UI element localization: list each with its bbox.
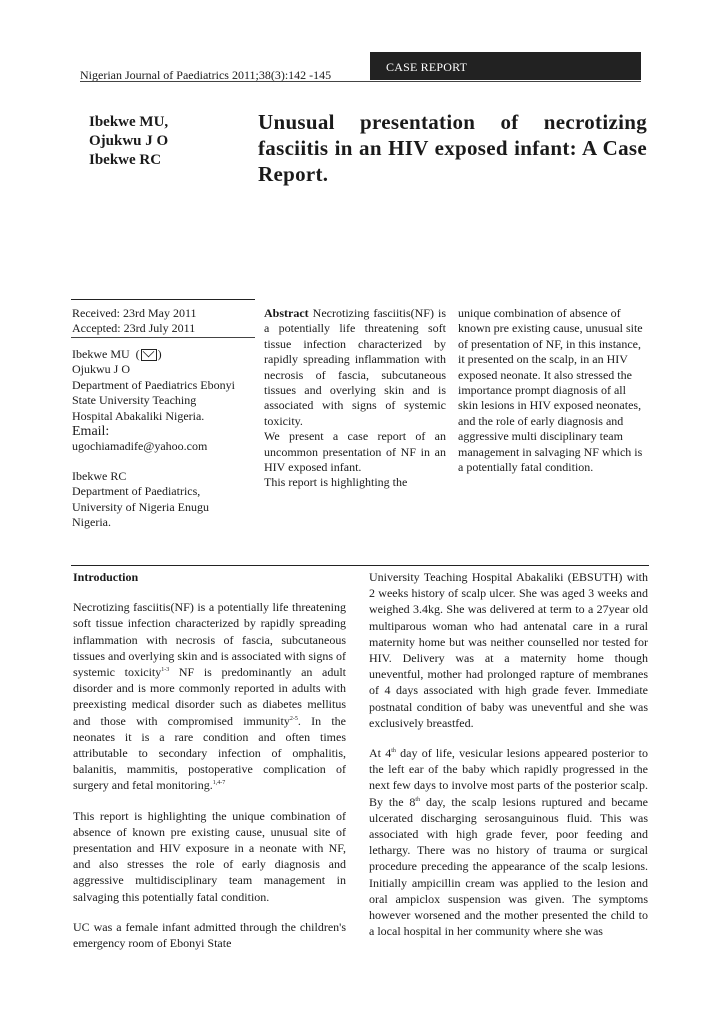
corresponding-author	[72, 347, 256, 362]
author-2: Ojukwu J O	[89, 133, 169, 149]
body-paragraph-5	[369, 745, 648, 939]
received-date: Received: 23rd May 2011	[72, 306, 197, 320]
p1-ref-2: 2-5	[289, 715, 298, 722]
p5-text-b: day of life, vesicular lesions appeared posterior to the left ear of the baby which rapidly progressed in the next few days to involve most parts of the posterior scalp. By the 8	[369, 746, 649, 809]
dept1-line2: State University Teaching	[72, 393, 197, 408]
email-label: Email:	[72, 424, 110, 440]
p1-text-b: NF is predominantly an adult disorder and is more commonly reported in adults with preexisting medical disorder such as diabetes mellitus and those with compromised immunity	[73, 665, 347, 728]
body-paragraph-2: This report is highlighting the unique combination of absence of known pre existing cause, unusual site of presentation and HIV exposure in a neonate with NF, and also stresses the role of early diagnosis and aggressive multidisciplinary team management in salvaging this potentially fatal condition.	[73, 808, 346, 904]
envelope-icon	[141, 349, 157, 361]
body-paragraph-4: University Teaching Hospital Abakaliki (EBSUTH) with 2 weeks history of scalp ulcer. She was aged 3 weeks and weighed 3.4kg. She was delivered at term to a 27year old multiparous woman who had antenatal care in a rural maternity home but was neither counselled nor tested for HIV. Delivery was at a maternity home though uneventful, mother had prolonged rapture of membranes of 4 days associated with high grade fever. Immediate postnatal condition of baby was uneventful and she was exclusively breastfed.	[369, 570, 648, 730]
third-author-name: Ibekwe RC	[72, 468, 127, 483]
body-rule	[71, 565, 649, 566]
p1-ref-1: 1-3	[161, 667, 170, 674]
body-paragraph-3: UC was a female infant admitted through the children's emergency room of Ebonyi State	[73, 919, 346, 951]
dept1-line3: Hospital Abakaliki Nigeria.	[72, 408, 205, 423]
author-list	[89, 113, 168, 170]
p5-text-a: At 4	[369, 746, 392, 761]
case-report-label: CASE REPORT	[386, 60, 468, 74]
abstract-column-2: unique combination of absence of known pre existing cause, unusual site of presentation of NF, in this instance, it presented on the scalp, in an HIV exposed neonate. It also stressed the importance prompt diagnosis of all skin lesions in HIV exposed neonates, and the role of early diagnosis and aggressive multi disciplinary team management in salvaging NF which is a potentially fatal condition.	[458, 306, 643, 475]
p5-text-c: day, the scalp lesions ruptured and became ulcerated discharging serosanguinous fluid. This was associated with high grade fever, poor feeding and lethargy. There was no history of trauma or surgical procedure preceding the appearance of the scalp lesions. Initially ampicillin cream was applied to the lesion and oral ampiclox suspension was given. The symptoms however worsened and the mother presented the child to a local hospital in her community where she was	[369, 794, 648, 939]
abstract-text-1: Necrotizing fasciitis(NF) is a potentially life threatening soft tissue infection characterized by rapidly spreading inflammation with necrosis of fascia, subcutaneous tissues and overlying skin and is associated with signs of systemic toxicity.	[264, 306, 446, 428]
body-paragraph-1	[73, 599, 346, 793]
header-rule	[80, 81, 641, 82]
body-column-1	[73, 569, 346, 951]
dept2-line3: Nigeria.	[72, 515, 111, 530]
article-title: Unusual presentation of necrotizing fasciitis in an HIV exposed infant: A Case Report.	[258, 110, 647, 186]
dates-rule-bottom	[71, 337, 255, 338]
corresponding-author-name: Ibekwe MU	[72, 347, 130, 361]
p5-sup-1: th	[391, 748, 396, 755]
dept2-line1: Department of Paediatrics,	[72, 484, 201, 499]
dept2-line2: University of Nigeria Enugu	[72, 499, 209, 514]
p1-text-c: . In the neonates it is a rare condition and often times attributable to secondary infection of omphalitis, balanitis, mammitis, postoperative complication of surgery and fetal monitoring.	[73, 713, 346, 793]
author-1: Ibekwe MU,	[89, 114, 169, 130]
abstract-column-1	[264, 306, 446, 491]
second-author-name: Ojukwu J O	[72, 362, 131, 377]
p1-ref-3: 1,4-7	[212, 780, 226, 787]
accepted-date: Accepted: 23rd July 2011	[72, 321, 196, 335]
dept1-line1: Department of Paediatrics Ebonyi	[72, 377, 235, 392]
p5-sup-2: th	[415, 796, 421, 803]
introduction-heading: Introduction	[73, 570, 139, 584]
abstract-label: Abstract	[264, 306, 309, 320]
author-3: Ibekwe RC	[89, 152, 162, 168]
corresponding-mark: ( )	[132, 347, 162, 361]
abstract-text-2: We present a case report of an uncommon presentation of NF in an HIV exposed infant.	[264, 429, 446, 475]
affiliation-block	[72, 347, 256, 530]
abstract-text-3: This report is highlighting the	[264, 475, 408, 490]
body-column-2	[369, 569, 648, 939]
journal-citation: Nigerian Journal of Paediatrics 2011;38(3):142 -145	[80, 68, 332, 82]
p1-text-a: Necrotizing fasciitis(NF) is a potentially life threatening soft tissue infection characterized by rapidly spreading inflammation with necrosis of fascia, subcutaneous tissues and overlying skin and is associated with signs of systemic toxicity	[73, 600, 346, 680]
dates-rule-top	[71, 299, 255, 300]
email-address[interactable]: ugochiamadife@yahoo.com	[72, 439, 208, 454]
